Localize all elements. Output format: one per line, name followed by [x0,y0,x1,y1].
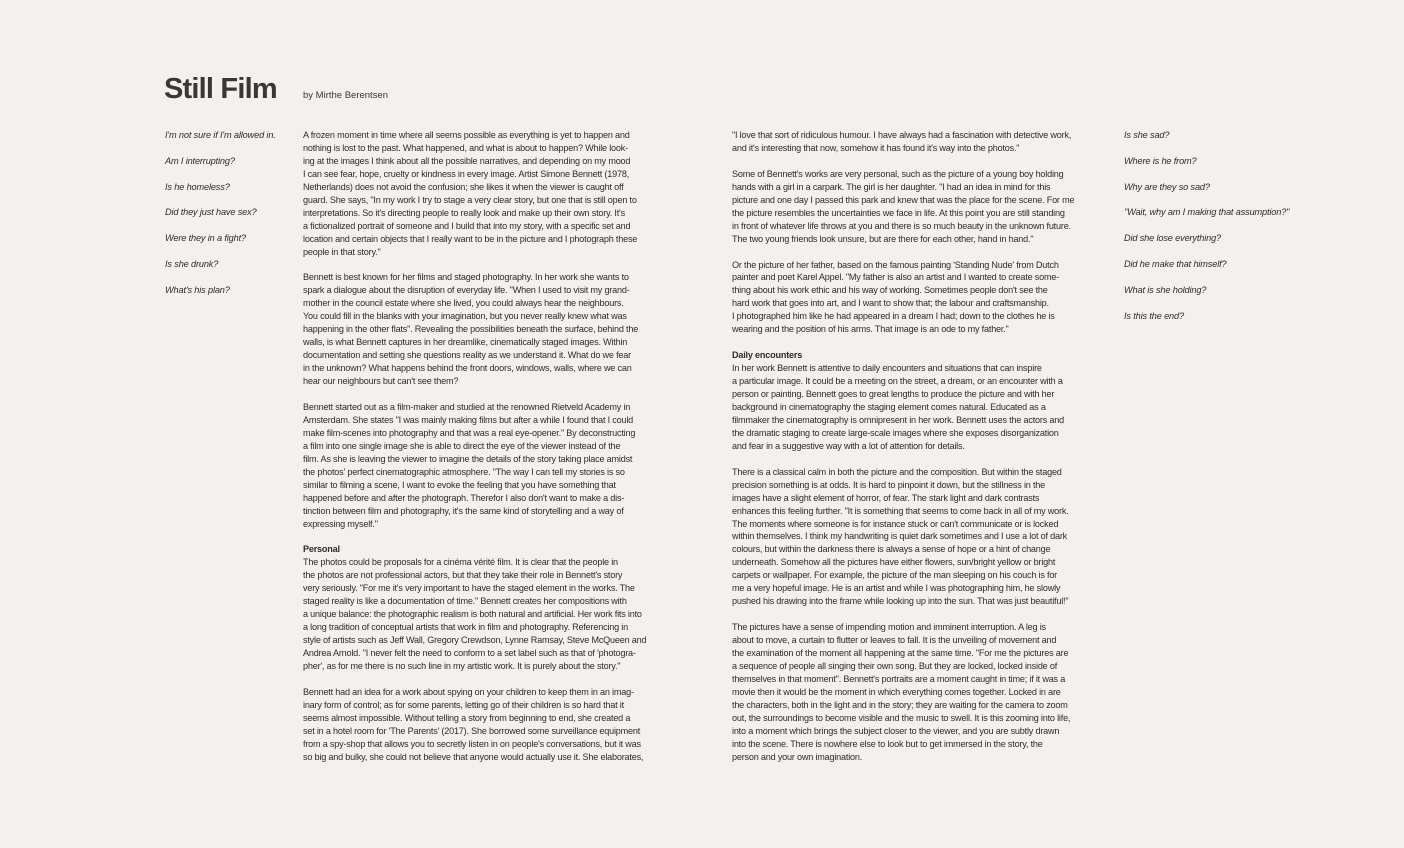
question-item: Is he homeless? [165,181,230,192]
text-line: Some of Bennett's works are very personal, such as the picture of a young boy holding [732,168,1064,179]
text-line: happening in the other flats". Revealing the possibilities beneath the surface, behind the [303,324,639,335]
text-line: very seriously. "For me it's very important to have the staged element in the works. The [303,583,635,594]
text-line: a unique balance: the photographic realism is both natural and artificial. Her work fits into [303,609,642,620]
article-column-left [303,129,685,777]
text-line: set in a hotel room for 'The Parents' (2017). She borrowed some surveillance equipment [303,725,641,736]
text-line: film. As she is leaving the viewer to imagine the details of the story taking place amidst [303,453,633,464]
text-line: a long tradition of conceptual artists that work in film and photography. Referencing in [303,622,628,633]
section-heading-personal: Personal [303,544,340,555]
text-line: filmmaker the cinematography is omnipresent in her work. Bennett uses the actors and [732,414,1064,425]
text-line: and fear in a suggestive way with a lot of attention for details. [732,440,965,451]
text-line: mother in the council estate where she lived, you could always hear the neighbours. [303,298,624,309]
text-line: Bennett started out as a film-maker and studied at the renowned Rietveld Academy in [303,401,631,412]
questions-left-list [165,129,276,310]
text-line: the photos' perfect cinematographic atmosphere. "The way I can tell my stories is so [303,466,625,477]
paragraph [732,168,1114,246]
text-line: the picture resembles the uncertainties we face in life. At this point you are still standing [732,207,1065,218]
text-line: Bennett is best known for her films and staged photography. In her work she wants to [303,272,629,283]
text-line: the photos are not professional actors, but that they take their role in Bennett's story [303,570,623,581]
text-line: The photos could be proposals for a cinéma vérité film. It is clear that the people in [303,557,618,568]
text-line: from a spy-shop that allows you to secretly listen in on people's conversations, but it was [303,738,641,749]
text-line: location and certain objects that I really want to be in the picture and I photograph these [303,233,638,244]
article-title: Still Film [164,73,277,105]
text-line: people in that story." [303,246,381,257]
article-byline: by Mirthe Berentsen [303,90,389,101]
text-line: staged reality is like a documentation of time." Bennett creates her compositions with [303,596,627,607]
article-column-right [732,129,1114,777]
text-line: and it's interesting that now, somehow it has found it's way into the photos." [732,142,1020,153]
text-line: a sequence of people all singing their own song. But they are locked, locked inside of [732,661,1058,671]
text-line: a film into one single image she is able to direct the eye of the viewer instead of the [303,440,621,451]
text-line: so big and bulky, she could not believe that anyone would actually use it. She elaborates, [303,751,644,762]
text-line: guard. She says, "In my work I try to stage a very clear story, but one that is still open to [303,194,637,205]
text-line: hear our neighbours but can't see them? [303,376,459,387]
text-line: documentation and setting she questions reality as we understand it. What do we fear [303,350,631,361]
text-line: the dramatic staging to create large-scale images where she exposes disorganization [732,427,1059,438]
paragraph [732,362,1114,453]
section-heading-daily-encounters: Daily encounters [732,350,803,361]
question-item: Is she drunk? [165,258,219,269]
question-item: I'm not sure if I'm allowed in. [165,130,276,140]
question-item: Did he make that himself? [1124,258,1227,269]
text-line: "I love that sort of ridiculous humour. I have always had a fascination with detective work, [732,130,1072,140]
text-line: style of artists such as Jeff Wall, Gregory Crewdson, Lynne Ramsay, Steve McQueen and [303,635,647,646]
text-line: the characters, both in the light and in the story; they are waiting for the camera to zoom [732,699,1068,710]
text-line: make film-scenes into photography and that was a real eye-opener." By deconstructing [303,427,636,438]
text-line: A frozen moment in time where all seems possible as everything is yet to happen and [303,130,630,140]
text-line: into the scene. There is nowhere else to look but to get immersed in the story, the [732,738,1043,749]
text-line: inary form of control; as for some parents, letting go of their children is so hard that it [303,699,624,710]
question-item: Where is he from? [1124,155,1197,166]
paragraph [303,129,685,259]
text-line: images have a slight element of horror, of fear. The stark light and dark contrasts [732,492,1040,503]
text-line: painter and poet Karel Appel. "My father is also an artist and I wanted to create some- [732,272,1060,283]
text-line: Netherlands) does not avoid the confusion; she likes it when the viewer is caught off [303,181,624,192]
paragraph [303,271,685,388]
text-line: within themselves. I think my handwriting is quiet dark sometimes and I use a lot of dark [732,531,1067,542]
text-line: similar to filming a scene, I want to evoke the feeling that you have something that [303,479,616,490]
text-line: In her work Bennett is attentive to daily encounters and situations that can inspire [732,363,1042,374]
text-line: out, the surroundings to become visible and the music to swell. It is this zooming into life, [732,712,1071,723]
text-line: thing about his work ethic and his way of working. Sometimes people don't see the [732,285,1048,296]
text-line: in the unknown? What happens behind the front doors, windows, walls, where we can [303,363,632,374]
text-line: I photographed him like he had appeared in a dream I had; down to the clothes he is [732,311,1055,322]
question-item: "Wait, why am I making that assumption?" [1124,207,1290,218]
paragraph [732,129,1114,155]
paragraph [732,621,1114,763]
text-line: walls, is what Bennett captures in her dreamlike, cinematically staged images. Within [303,337,628,348]
text-line: carpets or wallpaper. For example, the picture of the man sleeping on his couch is for [732,570,1058,581]
question-item: Did she lose everything? [1124,233,1222,244]
text-line: underneath. Somehow all the pictures have either flowers, sun/bright yellow or bright [732,557,1056,568]
text-line: themselves in that moment". Bennett's portraits are a moment caught in time; if it was a [732,673,1066,684]
text-line: precision something is at odds. It is hard to pinpoint it down, but the stillness in the [732,479,1045,490]
text-line: ing at the images I think about all the possible narratives, and depending on my mood [303,155,631,166]
text-line: enhances this feeling further. "It is something that seems to come back in all of my work. [732,505,1069,516]
text-line: Amsterdam. She states "I was mainly making films but after a while I found that I could [303,414,634,425]
text-line: interpretations. So it's directing people to really look and make up their own story. It's [303,207,625,218]
text-line: a particular image. It could be a meeting on the street, a dream, or an encounter with a [732,376,1063,387]
paragraph [732,466,1114,608]
text-line: picture and one day I passed this park and knew that was the place for the scene. For me [732,194,1075,205]
text-line: expressing myself." [303,518,378,529]
text-line: tinction between film and photography, it's the same kind of storytelling and a way of [303,505,624,516]
text-line: You could fill in the blanks with your imagination, but you never really knew what was [303,311,627,322]
text-line: hands with a girl in a carpark. The girl is her daughter. "I had an idea in mind for this [732,181,1051,192]
question-item: Were they in a fight? [165,233,246,244]
question-item: Am I interrupting? [165,155,235,166]
text-line: There is a classical calm in both the picture and the composition. But within the staged [732,466,1062,477]
text-line: a fictionalized portrait of someone and I build that into my story, with a specific set and [303,220,631,231]
text-line: spark a dialogue about the disruption of everyday life. "When I used to visit my grand- [303,285,630,296]
text-line: Andrea Arnold. "I never felt the need to conform to a set label such as that of 'photogra- [303,648,636,659]
text-line: colours, but within the darkness there is always a sense of hope or a hint of change [732,544,1051,555]
text-line: nothing is lost to the past. What happened, and what is about to happen? While look- [303,142,628,153]
text-line: The moments where someone is for instance stuck or can't communicate or is locked [732,518,1059,529]
question-item: What's his plan? [165,284,230,295]
paragraph [303,556,685,673]
text-line: wearing and the position of his arms. That image is an ode to my father." [732,324,1009,335]
question-item: Did they just have sex? [165,207,257,218]
text-line: pushed his drawing into the frame while looking up into the sun. That was just beautiful!" [732,596,1069,607]
questions-right-list [1124,129,1289,335]
text-line: hard work that goes into art, and I want to show that; the labour and craftsmanship. [732,298,1049,309]
text-line: into a moment which brings the subject closer to the viewer, and you are subtly drawn [732,725,1060,736]
text-line: person and your own imagination. [732,751,863,762]
text-line: about to move, a curtain to flutter or leaves to fall. It is the unveiling of movement and [732,635,1057,646]
text-line: background in cinematography the staging element comes natural. Educated as a [732,401,1046,412]
text-line: Or the picture of her father, based on the famous painting 'Standing Nude' from Dutch [732,259,1059,270]
question-item: Is she sad? [1124,130,1170,140]
text-line: movie then it would be the moment in which everything comes together. Locked in are [732,686,1061,697]
text-line: The two young friends look unsure, but are there for each other, hand in hand." [732,233,1034,244]
text-line: pher', as for me there is no such line in my artistic work. It is purely about the story." [303,661,621,672]
text-line: in front of whatever life throws at you and there is so much beauty in the unknown future. [732,220,1071,231]
question-item: What is she holding? [1124,284,1207,295]
paragraph [303,686,685,764]
question-item: Why are they so sad? [1124,181,1210,192]
text-line: the examination of the moment all happening at the same time. "For me the pictures are [732,648,1069,659]
text-line: happened before and after the photograph. Therefor I also don't want to make a dis- [303,492,625,503]
text-line: Bennett had an idea for a work about spying on your children to keep them in an imag- [303,686,634,697]
text-line: me a very hopeful image. He is an artist and while I was photographing him, he slowly [732,583,1061,594]
question-item: Is this the end? [1124,310,1184,321]
text-line: The pictures have a sense of impending motion and imminent interruption. A leg is [732,622,1046,633]
text-line: person or painting. Bennett goes to great lengths to produce the picture and with her [732,389,1055,400]
text-line: seems almost impossible. Without telling a story from beginning to end, she created a [303,712,631,723]
paragraph [303,401,685,531]
paragraph [732,259,1114,337]
text-line: I can see fear, hope, cruelty or kindness in every image. Artist Simone Bennett (1978, [303,168,630,179]
